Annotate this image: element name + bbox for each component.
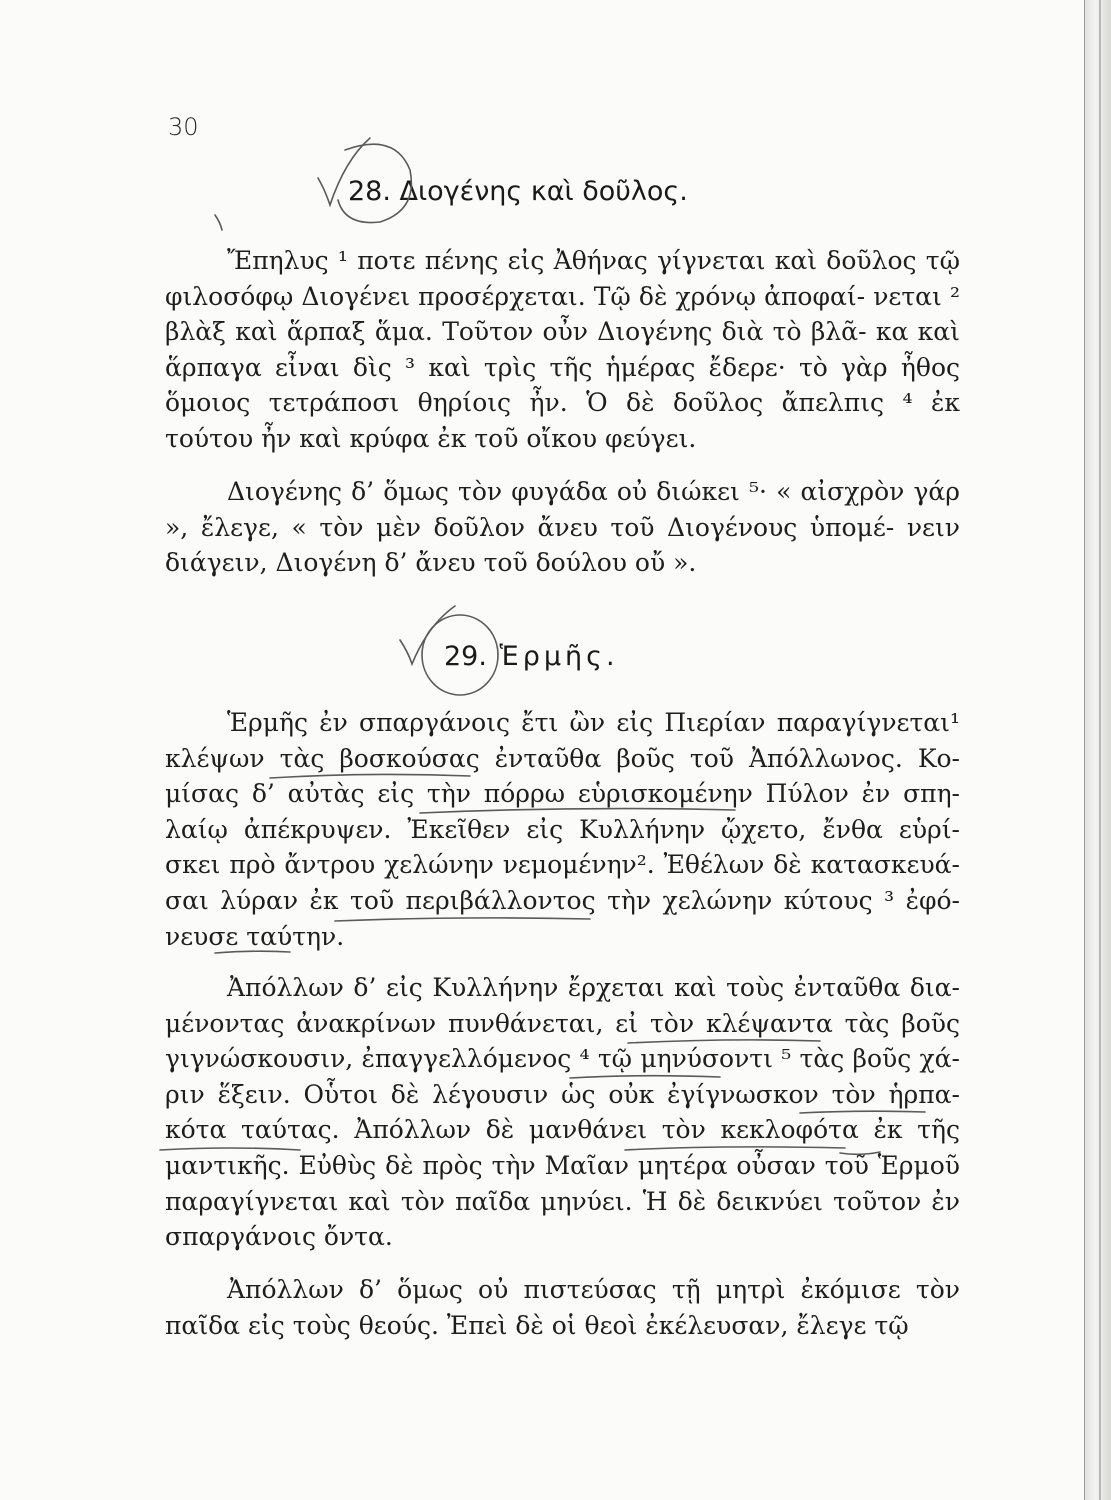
- section-29-paragraph-1: Ἑρμῆς ἐν σπαργάνοις ἔτι ὢν εἰς Πιερίαν παραγίγνεται¹ κλέψων τὰς βοσκούσας ἐνταῦθα βοῦς τοῦ Ἀπόλλωνος. Κο- μίσας δ’ αὐτὰς εἰς τὴν πόρρω εὑρισκομένην Πύλον ἐν σπη- λαίῳ ἀπέκρυψεν. Ἐκεῖθεν εἰς Κυλλήνην ᾤχετο, ἔνθα εὑρί- σκει πρὸ ἄντρου χελώνην νεμομένην². Ἐθέλων δὲ κατασκευά- σαι λύραν ἐκ τοῦ περιβάλλοντος τὴν χελώνην κύτους ³ ἐφό- νευσε ταύτην.: [165, 708, 960, 951]
- section-29-word: Ἑρμῆς.: [499, 641, 619, 672]
- pencil-mark-small: [215, 215, 222, 230]
- section-29-paragraph-3: Ἀπόλλων δ’ ὅμως οὐ πιστεύσας τῇ μητρὶ ἐκόμισε τὸν παῖδα εἰς τοὺς θεούς. Ἐπεὶ δὲ οἱ θεοὶ ἐκέλευσαν, ἔλεγε τῷ: [165, 1275, 960, 1340]
- section-28-title: 28. Διογένης καὶ δοῦλος.: [348, 176, 688, 207]
- page-edge-line: [1099, 0, 1101, 1500]
- section-28-paragraph-2: Διογένης δ’ ὅμως τὸν φυγάδα οὐ διώκει ⁵· « αἰσχρὸν γάρ », ἔλεγε, « τὸν μὲν δοῦλον ἄνευ τοῦ Διογένους ὑπομέ- νειν διάγειν, Διογένη δ’ ἄνευ τοῦ δούλου οὔ ».: [165, 477, 960, 578]
- page-edge: [1084, 0, 1111, 1500]
- section-29-number: 29.: [444, 641, 487, 672]
- page-number: 30: [168, 113, 199, 141]
- section-29-paragraph-2: Ἀπόλλων δ’ εἰς Κυλλήνην ἔρχεται καὶ τοὺς ἐνταῦθα δια- μένοντας ἀνακρίνων πυνθάνεται, εἰ τὸν κλέψαντα τὰς βοῦς γιγνώσκουσιν, ἐπαγγελλόμενος ⁴ τῷ μηνύσοντι ⁵ τὰς βοῦς χά- ριν ἕξειν. Οὗτοι δὲ λέγουσιν ὡς οὐκ ἐγίγνωσκον τὸν ἡρπα- κότα ταύτας. Ἀπόλλων δὲ μανθάνει τὸν κεκλοφότα ἐκ τῆς μαντικῆς. Εὐθὺς δὲ πρὸς τὴν Μαῖαν μητέρα οὖσαν τοῦ Ἑρμοῦ παραγίγνεται καὶ τὸν παῖδα μηνύει. Ἡ δὲ δεικνύει τοῦτον ἐν σπαργάνοις ὄντα.: [165, 973, 960, 1252]
- section-28-paragraph-1: Ἔπηλυς ¹ ποτε πένης εἰς Ἀθήνας γίγνεται καὶ δοῦλος τῷ φιλοσόφῳ Διογένει προσέρχεται. Τῷ δὲ χρόνῳ ἀποφαί- νεται ² βλὰξ καὶ ἅρπαξ ἅμα. Τοῦτον οὖν Διογένης διὰ τὸ βλᾶ- κα καὶ ἅρπαγα εἶναι δὶς ³ καὶ τρὶς τῆς ἡμέρας ἔδερε· τὸ γὰρ ἦθος ὅμοιος τετράποσι θηρίοις ἦν. Ὁ δὲ δοῦλος ἄπελπις ⁴ ἐκ τούτου ἦν καὶ κρύφα ἐκ τοῦ οἴκου φεύγει.: [165, 246, 960, 453]
- section-29-title: [444, 641, 619, 672]
